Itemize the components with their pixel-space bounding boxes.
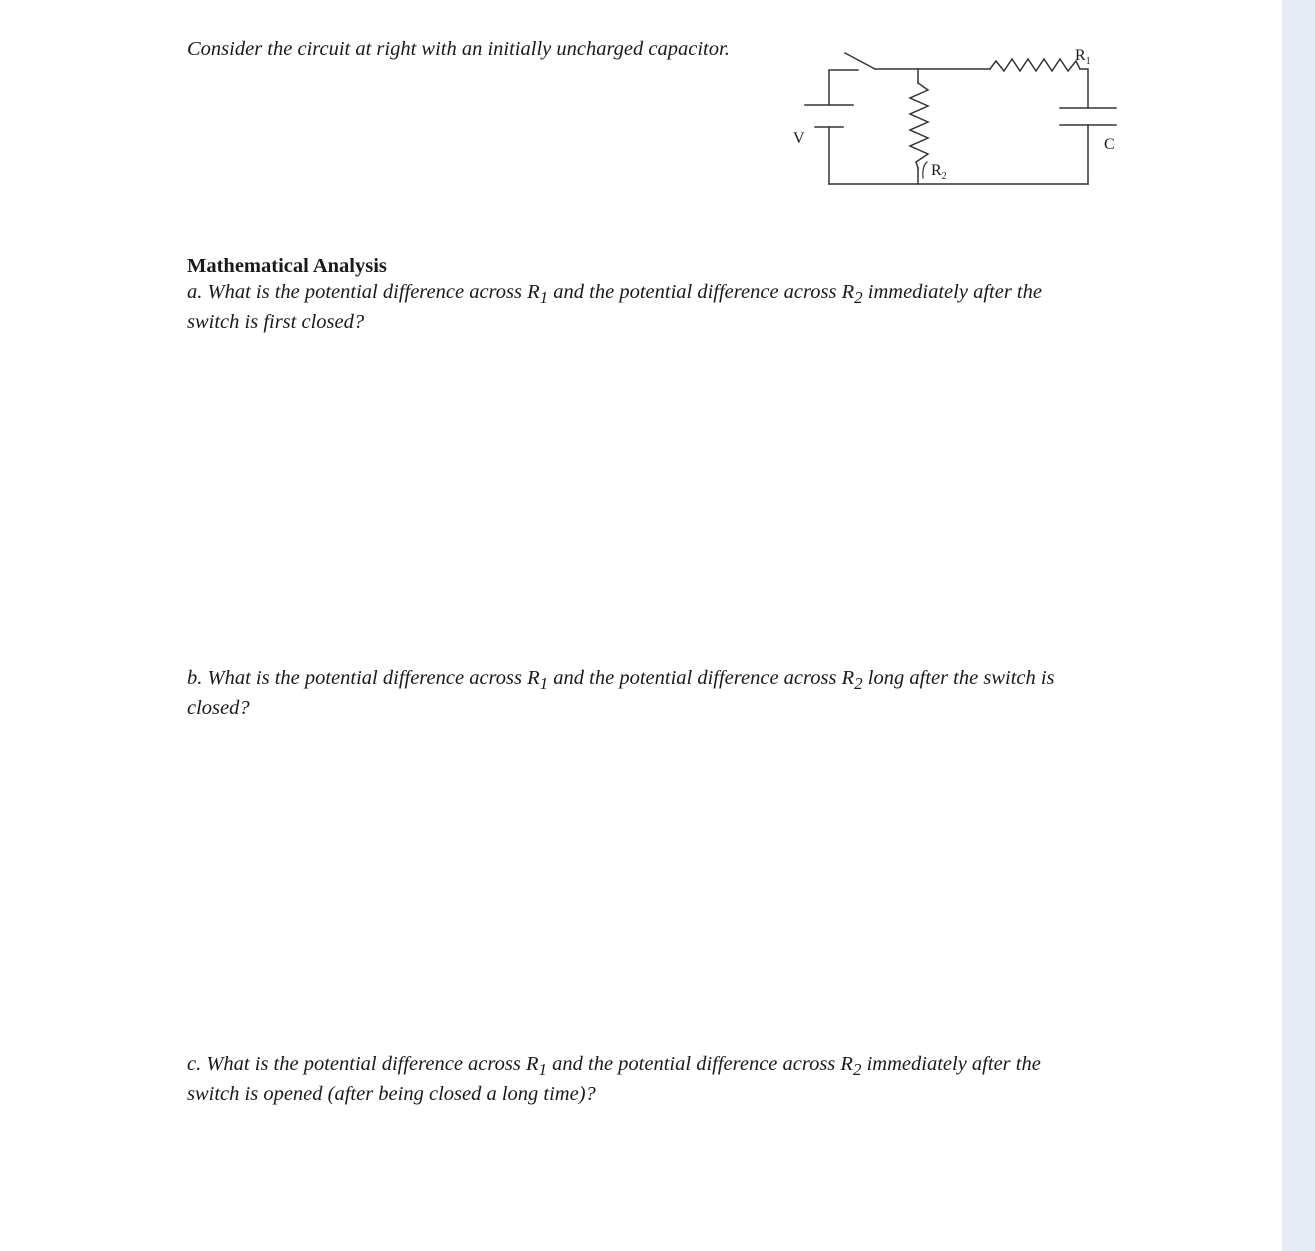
question-c-mid: and the potential difference across R xyxy=(547,1053,853,1075)
question-b-mid: and the potential difference across R xyxy=(548,667,855,689)
intro-text: Consider the circuit at right with an initially uncharged capacitor. xyxy=(187,38,730,60)
viewer-side-panel xyxy=(1282,0,1315,1251)
question-b-sub1: 1 xyxy=(539,674,549,694)
question-c-sub1: 1 xyxy=(538,1060,548,1080)
resistor-r1 xyxy=(990,59,1080,71)
r1-label-sub: 1 xyxy=(1085,56,1091,67)
resistor-r2 xyxy=(910,83,928,168)
question-a-sub1: 1 xyxy=(539,288,549,308)
question-b xyxy=(187,666,1087,720)
wire-battery-top xyxy=(829,70,858,104)
question-a xyxy=(187,280,1087,334)
r2-label-sub: 2 xyxy=(941,171,947,182)
question-a-mid: and the potential difference across R xyxy=(548,281,855,303)
question-c xyxy=(187,1052,1087,1106)
question-c-prefix: c. What is the potential difference across R xyxy=(187,1053,539,1075)
question-a-sub2: 2 xyxy=(854,288,863,308)
question-a-prefix: a. What is the potential difference across R xyxy=(187,281,540,303)
r2-leader xyxy=(923,162,927,178)
wire-right-top xyxy=(1080,69,1088,108)
question-c-sub2: 2 xyxy=(852,1060,862,1080)
circuit-diagram xyxy=(780,40,1140,200)
question-c-suffix: immediately after the switch is opened (after being closed a long time)? xyxy=(187,1053,1041,1106)
question-b-sub2: 2 xyxy=(854,674,863,694)
switch xyxy=(845,53,875,69)
r2-label-main: R xyxy=(931,162,942,179)
r1-label-main: R xyxy=(1075,47,1086,64)
question-b-suffix: long after the switch is closed? xyxy=(187,667,1055,720)
question-a-suffix: immediately after the switch is first closed? xyxy=(187,281,1042,334)
section-heading: Mathematical Analysis xyxy=(187,255,387,277)
question-b-prefix: b. What is the potential difference across R xyxy=(187,667,540,689)
r2-label xyxy=(931,162,947,182)
capacitor-label: C xyxy=(1104,136,1115,153)
battery-label: V xyxy=(793,130,805,147)
